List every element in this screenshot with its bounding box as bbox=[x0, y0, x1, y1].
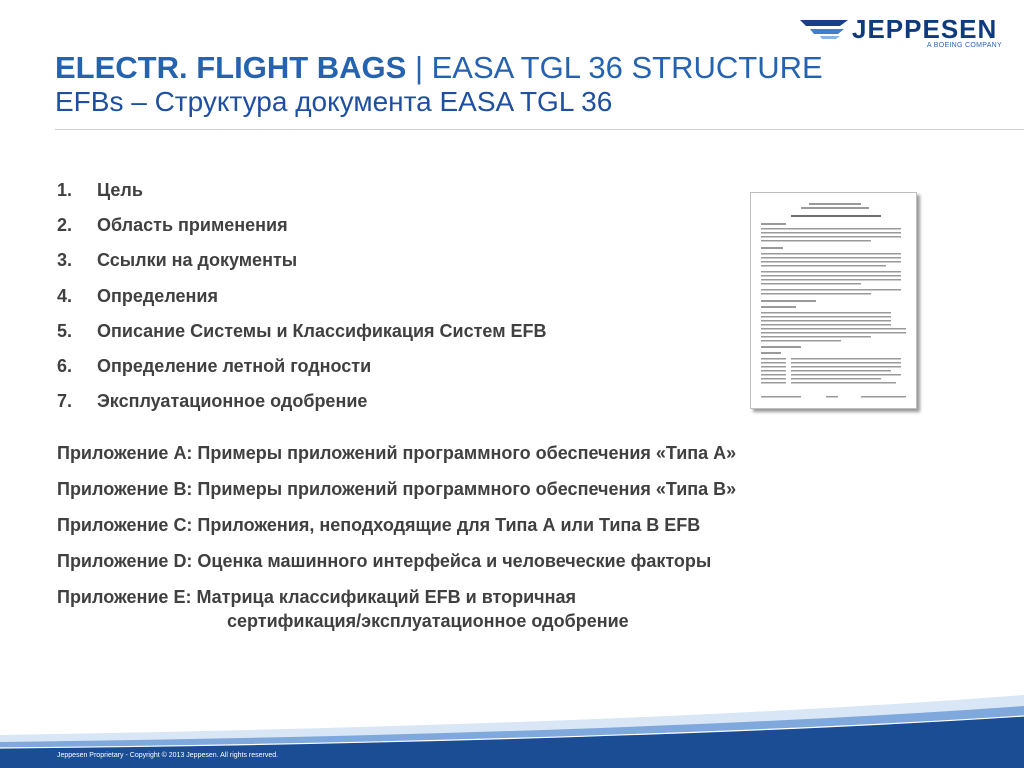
appendix-item: Приложение D: Оценка машинного интерфейса и человеческие факторы bbox=[57, 551, 712, 571]
list-item-number: 4. bbox=[57, 285, 73, 306]
document-page-image bbox=[751, 193, 916, 408]
list-item-text: Цель bbox=[97, 180, 143, 200]
appendix-item: Приложение B: Примеры приложений программного обеспечения «Типа B» bbox=[57, 479, 737, 499]
list-item-number: 2. bbox=[57, 215, 73, 236]
list-item-number: 7. bbox=[57, 391, 73, 412]
logo-name: JEPPESEN bbox=[852, 14, 998, 44]
page-title-rest: | EASA TGL 36 STRUCTURE bbox=[406, 50, 823, 85]
list-item-text: Определения bbox=[97, 285, 218, 306]
list-item-text: Эксплуатационное одобрение bbox=[97, 391, 368, 412]
list-item bbox=[57, 391, 547, 426]
document-thumbnail bbox=[750, 192, 917, 409]
page-subtitle: EFBs – Структура документа EASA TGL 36 bbox=[55, 86, 613, 117]
page-title-bold: ELECTR. FLIGHT BAGS bbox=[55, 50, 407, 85]
logo-subtitle: A BOEING COMPANY bbox=[926, 42, 1002, 49]
appendix-item: Приложение C: Приложения, неподходящие для Типа А или Типа В EFB bbox=[57, 515, 701, 535]
list-item-number: 3. bbox=[57, 250, 73, 271]
list-item bbox=[57, 250, 547, 285]
list-item-number: 1. bbox=[57, 180, 73, 200]
list-item-text: Описание Системы и Классификация Систем EFB bbox=[97, 320, 547, 341]
appendix-item: Приложение E: Матрица классификаций EFB и вторичная bbox=[57, 587, 576, 607]
list-item-text: Определение летной годности bbox=[97, 355, 372, 376]
footer-copyright: Jeppesen Proprietary - Copyright © 2013 Jeppesen. All rights reserved. bbox=[57, 752, 279, 759]
appendix-item: Приложение A: Примеры приложений программного обеспечения «Типа А» bbox=[57, 443, 737, 463]
list-item-text: Ссылки на документы bbox=[97, 250, 298, 271]
list-item bbox=[57, 356, 547, 391]
list-item bbox=[57, 286, 547, 321]
list-item-number: 6. bbox=[57, 355, 73, 376]
list-item-number: 5. bbox=[57, 320, 73, 341]
jeppesen-logo bbox=[800, 14, 1010, 50]
contents-list bbox=[57, 180, 547, 426]
appendix-item-continuation: сертификация/эксплуатационное одобрение bbox=[227, 611, 629, 631]
page-title bbox=[55, 50, 823, 86]
list-item-text: Область применения bbox=[97, 215, 288, 236]
list-item bbox=[57, 180, 547, 215]
title-divider bbox=[55, 129, 1024, 130]
list-item bbox=[57, 321, 547, 356]
appendix-list bbox=[57, 443, 736, 647]
jeppesen-swoosh-icon bbox=[800, 18, 850, 40]
list-item bbox=[57, 215, 547, 250]
